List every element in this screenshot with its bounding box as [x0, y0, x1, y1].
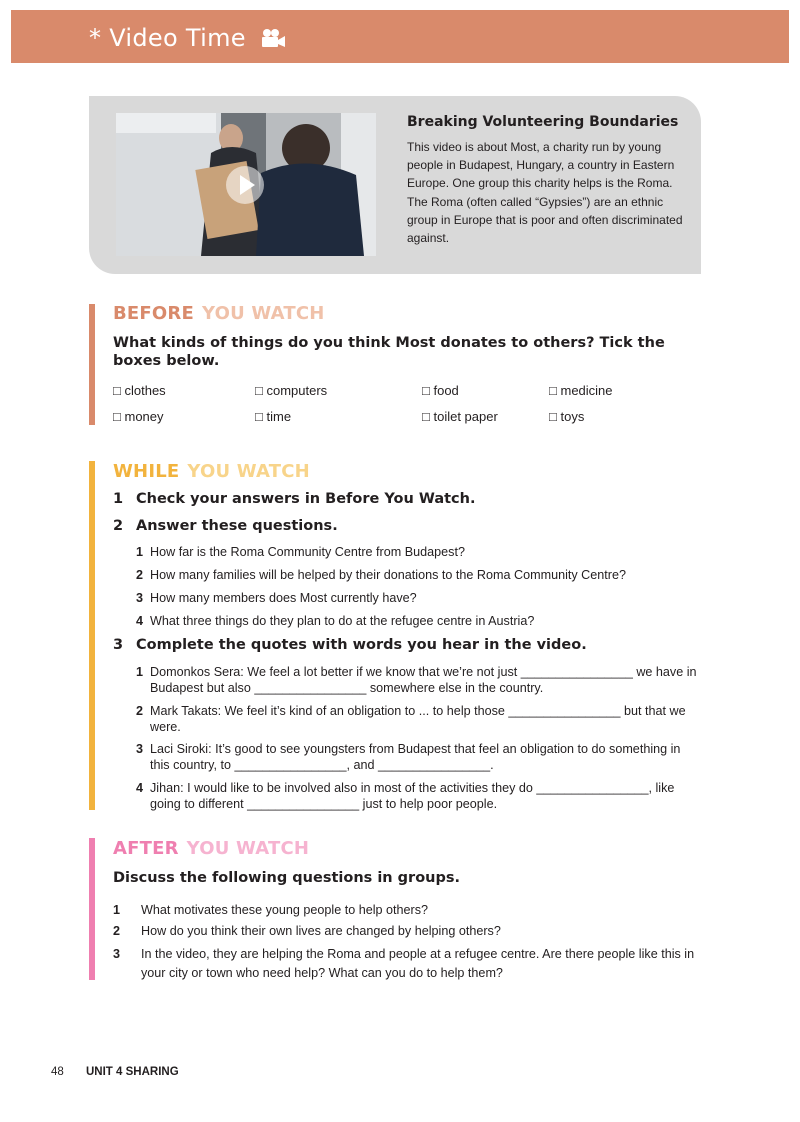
while-heading-sub: YOU WATCH	[187, 461, 310, 482]
quote-item	[136, 780, 702, 812]
quote-text: Domonkos Sera: We feel a lot better if we know that we’re not just ________________ we have in Budapest but also ________________ somewhere else in the country.	[150, 665, 697, 695]
checkbox-icon: □	[549, 383, 557, 398]
checkbox-toys[interactable]	[549, 409, 584, 424]
discussion-question	[113, 945, 703, 982]
question-text: How many families will be helped by their donations to the Roma Community Centre?	[150, 568, 626, 582]
question-number: 3	[113, 947, 121, 961]
quote-number: 4	[136, 781, 144, 795]
checkbox-time[interactable]	[255, 409, 291, 424]
question-item	[136, 590, 702, 606]
while-side-bar	[89, 461, 95, 810]
task-number: 1	[113, 491, 124, 507]
after-heading	[113, 838, 309, 859]
before-heading-word: BEFORE	[113, 303, 194, 324]
while-task-3	[113, 637, 587, 653]
checkbox-computers[interactable]	[255, 383, 327, 398]
video-camera-icon	[260, 26, 286, 54]
task-number: 3	[113, 637, 124, 653]
checkbox-icon: □	[113, 409, 121, 424]
question-number: 2	[136, 568, 144, 582]
quote-item	[136, 741, 702, 773]
checkbox-icon: □	[255, 383, 263, 398]
quote-item	[136, 703, 702, 735]
unit-label: UNIT 4 SHARING	[86, 1066, 179, 1078]
video-description: This video is about Most, a charity run by young people in Budapest, Hungary, a country in Eastern Europe. One group this charity helps is the Roma. The Roma (often called “Gypsies”) are an ethnic group in Europe that is poor and often discriminated against.	[407, 140, 683, 246]
question-text: In the video, they are helping the Roma and people at a refugee centre. Are there people like this in your city or town who need help? What can you do to help them?	[141, 947, 695, 980]
quote-item	[136, 664, 702, 696]
quote-text: Laci Siroki: It’s good to see youngsters from Budapest that feel an obligation to do something in this country, to ________________, and ________________.	[150, 742, 681, 772]
task-number: 2	[113, 518, 124, 534]
question-number: 1	[113, 903, 121, 917]
checkbox-icon: □	[422, 383, 430, 398]
question-text: How many members does Most currently have?	[150, 591, 417, 605]
question-text: How far is the Roma Community Centre from Budapest?	[150, 545, 465, 559]
quote-number: 3	[136, 742, 144, 756]
checkbox-medicine[interactable]	[549, 383, 613, 398]
quote-number: 1	[136, 665, 144, 679]
while-task-1	[113, 491, 475, 507]
discussion-question	[113, 922, 703, 941]
quote-number: 2	[136, 704, 144, 718]
task-text: Check your answers in Before You Watch.	[136, 491, 476, 507]
option-label: toilet paper	[433, 409, 498, 424]
page-title-text: * Video Time	[89, 24, 246, 52]
question-number: 2	[113, 924, 121, 938]
while-heading	[113, 461, 310, 482]
option-label: computers	[266, 383, 328, 398]
task-text: Complete the quotes with words you hear in the video.	[136, 637, 587, 653]
question-number: 4	[136, 614, 144, 628]
question-item	[136, 567, 702, 583]
while-heading-word: WHILE	[113, 461, 180, 482]
option-label: medicine	[560, 383, 613, 398]
question-item	[136, 613, 702, 629]
checkbox-toilet-paper[interactable]	[422, 409, 498, 424]
option-label: food	[433, 383, 459, 398]
checkbox-icon: □	[113, 383, 121, 398]
option-label: toys	[560, 409, 585, 424]
question-text: What motivates these young people to help others?	[141, 903, 429, 917]
checkbox-food[interactable]	[422, 383, 459, 398]
quote-text: Jihan: I would like to be involved also in most of the activities they do ________________, like going to different ________________ just to help poor people.	[150, 781, 675, 811]
question-item	[136, 544, 702, 560]
checkbox-icon: □	[255, 409, 263, 424]
after-heading-sub: YOU WATCH	[186, 838, 310, 859]
after-instruction: Discuss the following questions in groups.	[113, 870, 460, 886]
checkbox-icon: □	[549, 409, 557, 424]
option-label: money	[124, 409, 164, 424]
option-label: time	[266, 409, 292, 424]
quote-text: Mark Takats: We feel it’s kind of an obligation to ... to help those ________________ but that we were.	[150, 704, 686, 734]
page-number: 48	[51, 1066, 64, 1078]
page-title	[89, 24, 286, 54]
question-text: How do you think their own lives are changed by helping others?	[141, 924, 501, 938]
play-icon[interactable]	[226, 166, 264, 204]
while-task-2	[113, 518, 338, 534]
checkbox-money[interactable]	[113, 409, 164, 424]
task-text: Answer these questions.	[136, 518, 338, 534]
before-heading-sub: YOU WATCH	[201, 303, 325, 324]
option-label: clothes	[124, 383, 166, 398]
discussion-question	[113, 901, 703, 920]
before-heading	[113, 303, 325, 324]
question-number: 3	[136, 591, 144, 605]
after-side-bar	[89, 838, 95, 980]
checkbox-clothes[interactable]	[113, 383, 166, 398]
video-title: Breaking Volunteering Boundaries	[407, 114, 679, 130]
question-text: What three things do they plan to do at the refugee centre in Austria?	[150, 614, 535, 628]
after-heading-word: AFTER	[113, 838, 179, 859]
question-number: 1	[136, 545, 144, 559]
before-instruction: What kinds of things do you think Most donates to others? Tick the boxes below.	[113, 335, 665, 369]
before-side-bar	[89, 304, 95, 425]
checkbox-icon: □	[422, 409, 430, 424]
